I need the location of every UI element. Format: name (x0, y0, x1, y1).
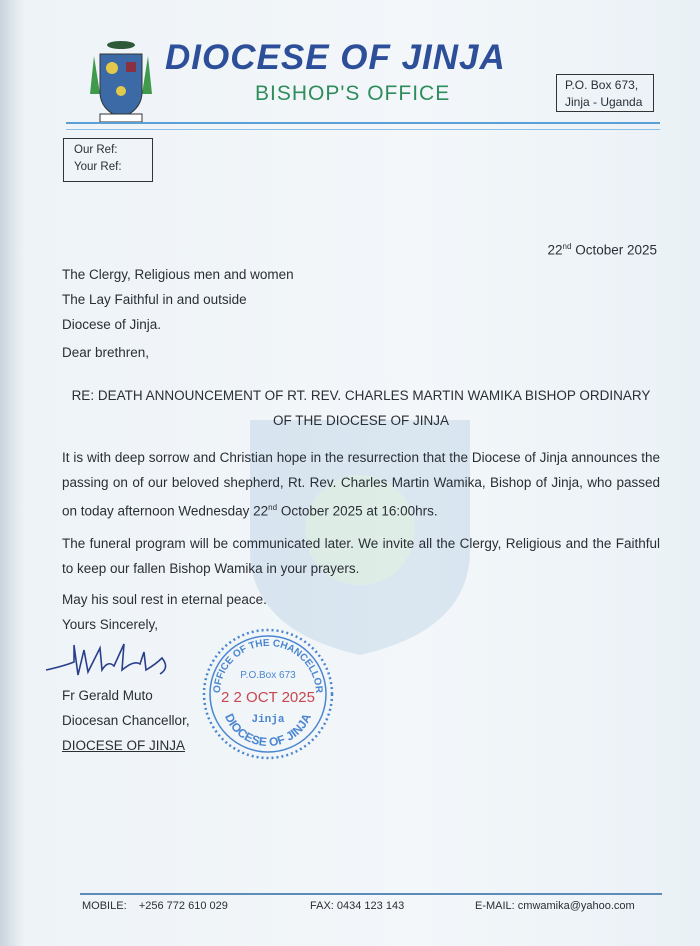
body-paragraph-3: May his soul rest in eternal peace. (62, 592, 267, 607)
reference-box (63, 138, 153, 182)
signatory-org: DIOCESE OF JINJA (62, 738, 186, 753)
subject-line: RE: DEATH ANNOUNCEMENT OF RT. REV. CHARLES MARTIN WAMIKA BISHOP ORDINARY (71, 388, 651, 403)
footer-mobile: MOBILE: +256 772 610 029 (82, 900, 228, 912)
signature (44, 640, 184, 685)
stamp-bottom-text: DIOCESE OF JINJA (221, 711, 315, 750)
salutation: Dear brethren, (62, 345, 150, 360)
recipient-line: The Lay Faithful in and outside (62, 292, 247, 307)
stamp-date: 2 2 OCT 2025 (221, 689, 315, 706)
letter-date (548, 242, 658, 258)
date-suffix: nd (562, 242, 572, 251)
stamp-top-text: OFFICE OF THE CHANCELLOR (211, 637, 325, 694)
recipient-line: Diocese of Jinja. (62, 317, 162, 332)
letterhead-subtitle: BISHOP'S OFFICE (255, 82, 451, 105)
official-stamp (200, 626, 336, 762)
subject-line: OF THE DIOCESE OF JINJA (272, 413, 450, 428)
p1-text: It is with deep sorrow and Christian hope in the resurrection that the Diocese of Jinja announces the passing on of our beloved shepherd, Rt. Rev. Charles Martin Wamika, Bishop of Jinja, who passed on today afternoon Wednesday 22 (62, 450, 660, 519)
our-ref: Our Ref: (74, 144, 118, 156)
date-rest: October 2025 (571, 242, 657, 258)
recipient-line: The Clergy, Religious men and women (62, 267, 294, 282)
body-paragraph-2: The funeral program will be communicated later. We invite all the Clergy, Religious and the Faithful to keep our fallen Bishop Wamika in your prayers. (62, 536, 660, 576)
p1-sup: nd (268, 503, 278, 512)
footer-email: E-MAIL: cmwamika@yahoo.com (475, 900, 635, 912)
svg-text:OFFICE OF THE CHANCELLOR (212, 638, 324, 694)
address-line: Jinja - Uganda (565, 95, 643, 109)
stamp-place: Jinja (251, 714, 285, 726)
signatory-name: Fr Gerald Muto (62, 688, 153, 703)
crest-icon (86, 36, 156, 128)
address-box (556, 74, 654, 112)
subject-heading (62, 383, 660, 433)
stamp-pobox: P.O.Box 673 (240, 670, 296, 681)
p1-text-end: October 2025 at 16:00hrs. (277, 503, 438, 519)
your-ref: Your Ref: (74, 161, 122, 173)
footer-fax: FAX: 0434 123 143 (310, 900, 405, 912)
valediction: Yours Sincerely, (62, 617, 159, 632)
watermark-crest-icon (230, 400, 490, 660)
date-day: 22 (547, 242, 563, 258)
header-divider (66, 122, 660, 130)
address-line: P.O. Box 673, (565, 78, 639, 92)
letterhead-title: DIOCESE OF JINJA (165, 38, 506, 77)
footer-divider (80, 893, 662, 895)
signatory-role: Diocesan Chancellor, (62, 713, 190, 728)
body-paragraph-1 (62, 445, 660, 524)
